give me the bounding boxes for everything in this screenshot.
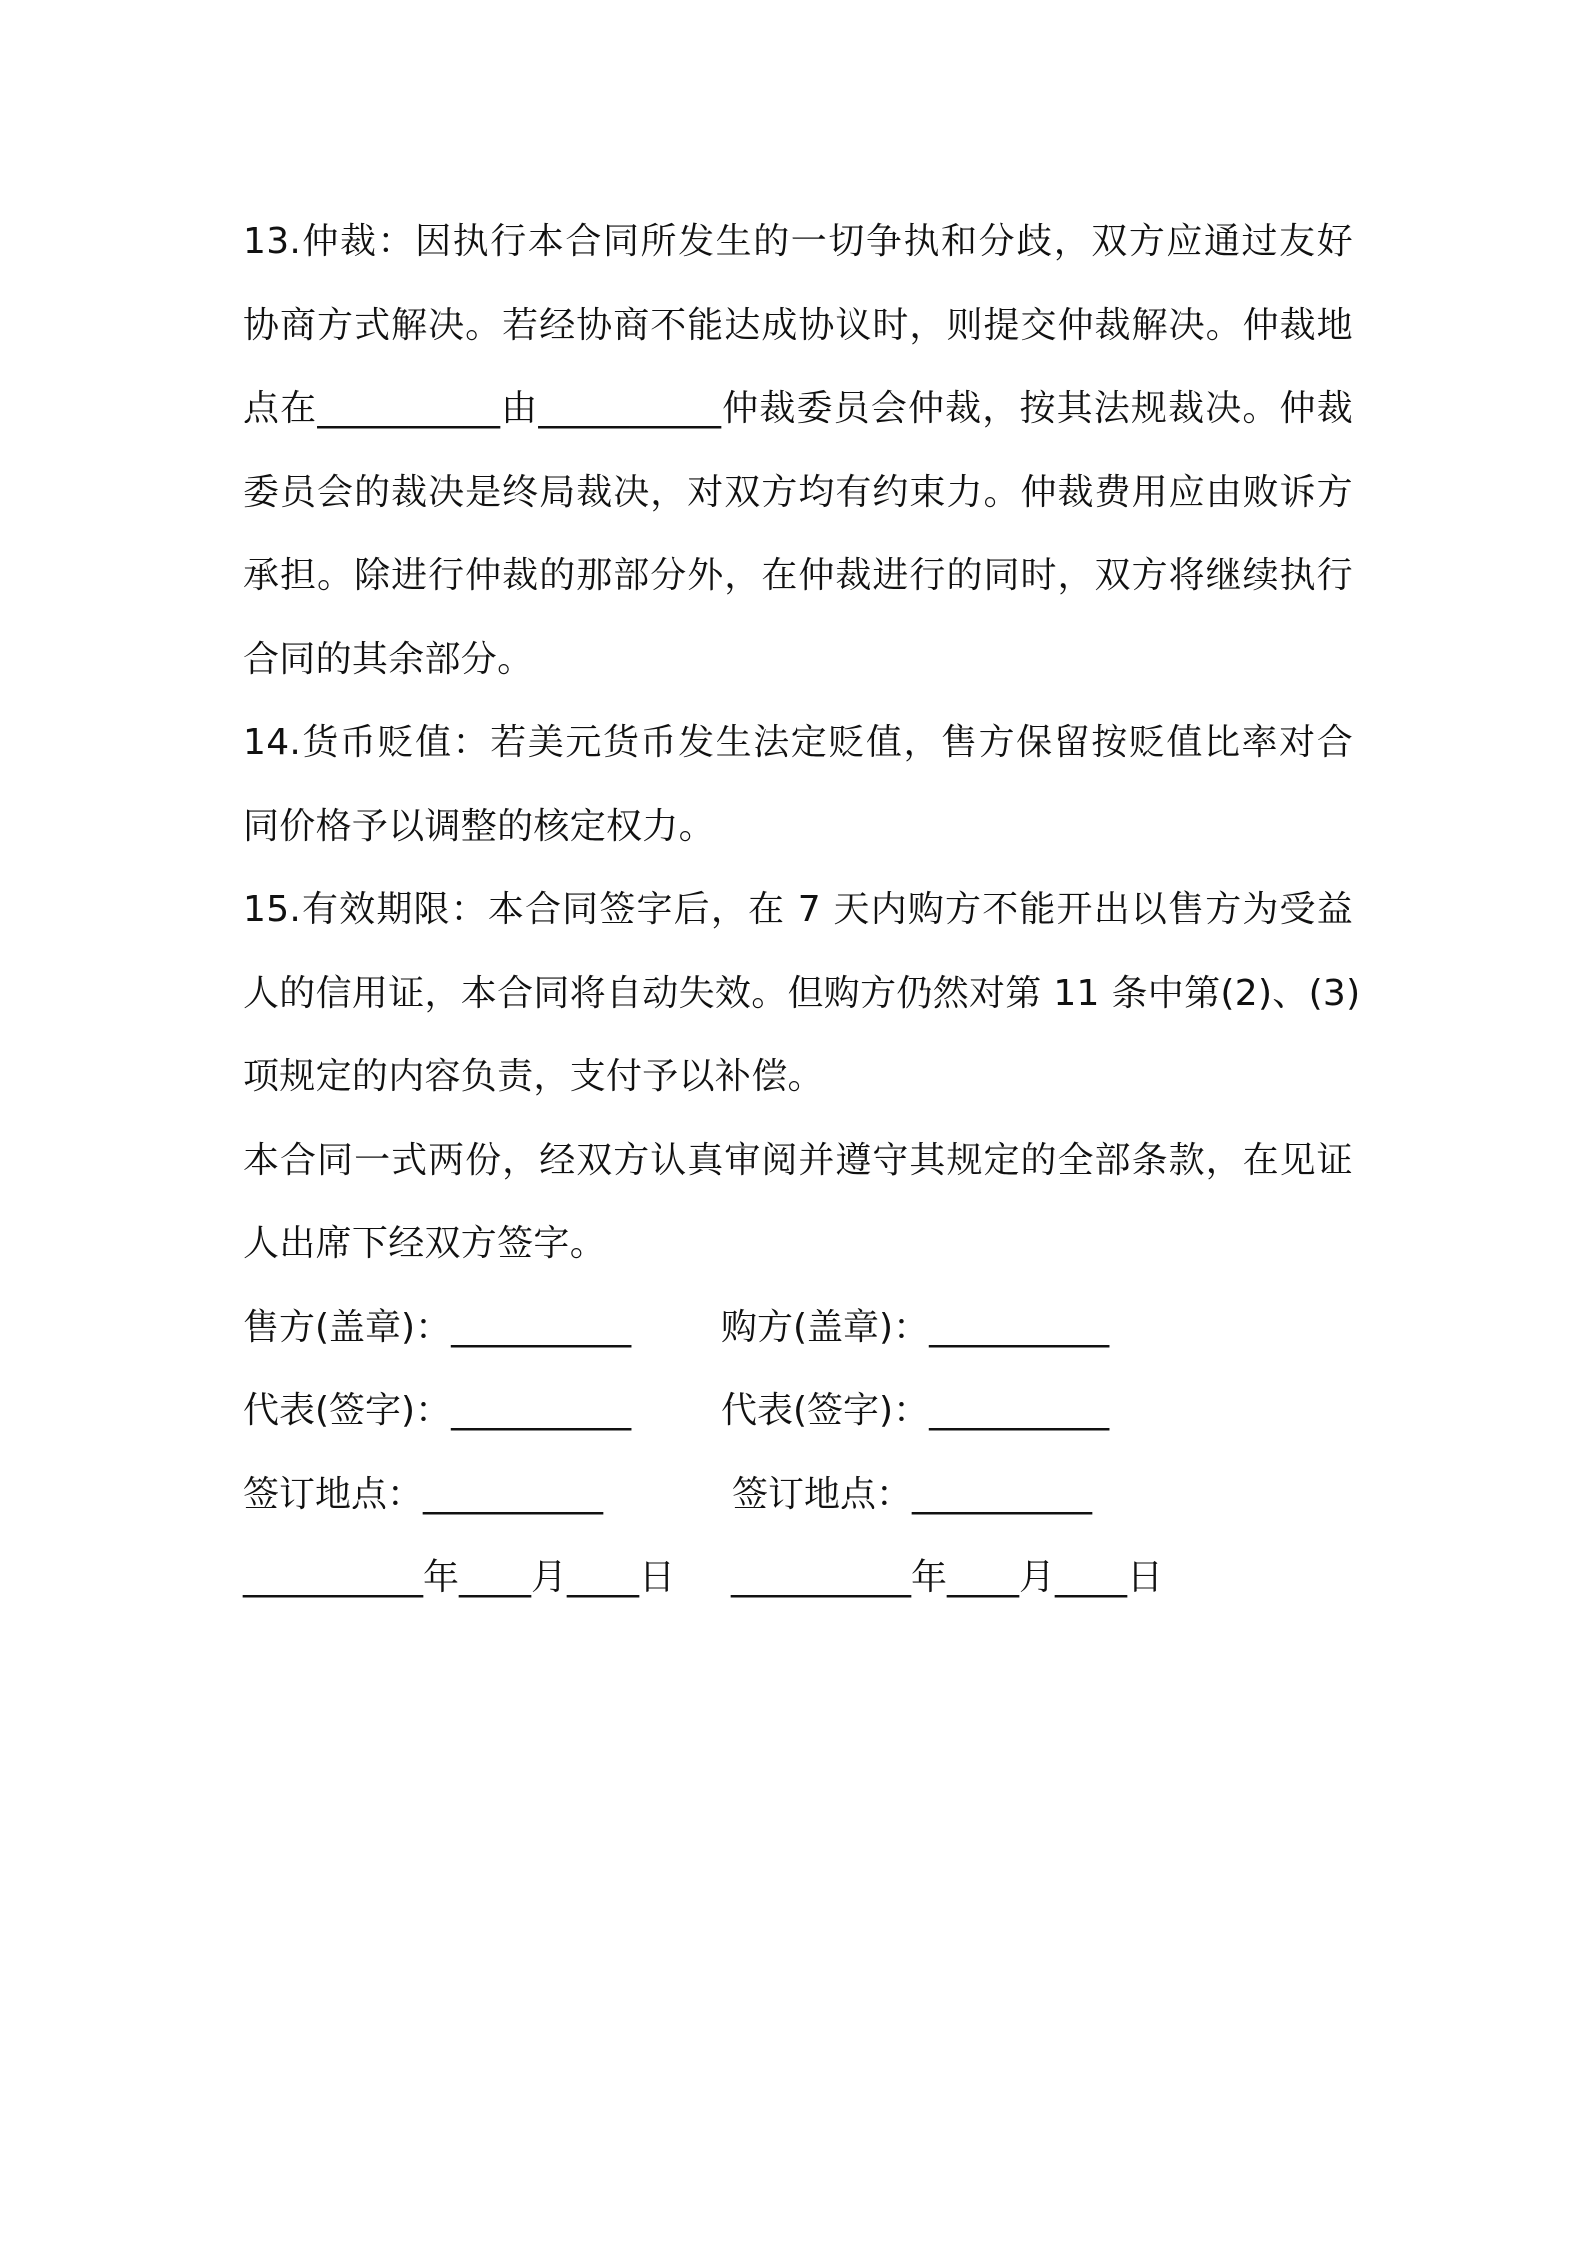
contract-page (243, 200, 1361, 1620)
seller-signing-place-field: 签订地点：__________ (243, 1473, 604, 1515)
signature-row-date (243, 1536, 1353, 1620)
text-line: 14.货币贬值：若美元货币发生法定贬值，售方保留按贬值比率对合 (243, 722, 1353, 763)
buyer-date-field: __________年____月____日 (731, 1557, 1163, 1598)
text-line: 同价格予以调整的核定权力。 (243, 805, 715, 847)
text-line: 协商方式解决。若经协商不能达成协议时，则提交仲裁解决。仲裁地 (243, 304, 1353, 346)
text-line: 项规定的内容负责，支付予以补偿。 (243, 1056, 824, 1097)
text-line: 13.仲裁：因执行本合同所发生的一切争执和分歧，双方应通过友好 (243, 221, 1353, 262)
text-line: 承担。除进行仲裁的那部分外，在仲裁进行的同时，双方将继续执行 (243, 555, 1353, 596)
clause-14-currency-devaluation (243, 701, 1353, 868)
buyer-representative-field: 代表(签字)：__________ (721, 1390, 1110, 1431)
signature-row-place (243, 1453, 1353, 1537)
buyer-seal-field: 购方(盖章)：__________ (721, 1306, 1110, 1348)
buyer-signing-place-field: 签订地点：__________ (732, 1473, 1093, 1515)
signature-row-seal (243, 1286, 1353, 1370)
text-line: 点在__________由__________仲裁委员会仲裁，按其法规裁决。仲裁 (243, 388, 1353, 429)
clause-15-validity (243, 868, 1361, 1119)
seller-seal-field: 售方(盖章)：__________ (243, 1306, 632, 1348)
signature-row-representative (243, 1369, 1353, 1453)
signature-block (243, 1286, 1353, 1620)
text-line: 人出席下经双方签字。 (243, 1223, 607, 1264)
text-line: 人的信用证，本合同将自动失效。但购方仍然对第 11 条中第(2)、(3) (243, 972, 1361, 1014)
seller-date-field: __________年____月____日 (243, 1557, 675, 1598)
clause-13-arbitration (243, 200, 1353, 701)
seller-representative-field: 代表(签字)：__________ (243, 1390, 632, 1431)
text-line: 委员会的裁决是终局裁决，对双方均有约束力。仲裁费用应由败诉方 (243, 471, 1353, 513)
text-line: 合同的其余部分。 (243, 638, 534, 680)
closing-statement (243, 1119, 1353, 1286)
text-line: 15.有效期限：本合同签字后，在 7 天内购方不能开出以售方为受益 (243, 889, 1353, 930)
text-line: 本合同一式两份，经双方认真审阅并遵守其规定的全部条款，在见证 (243, 1139, 1353, 1181)
